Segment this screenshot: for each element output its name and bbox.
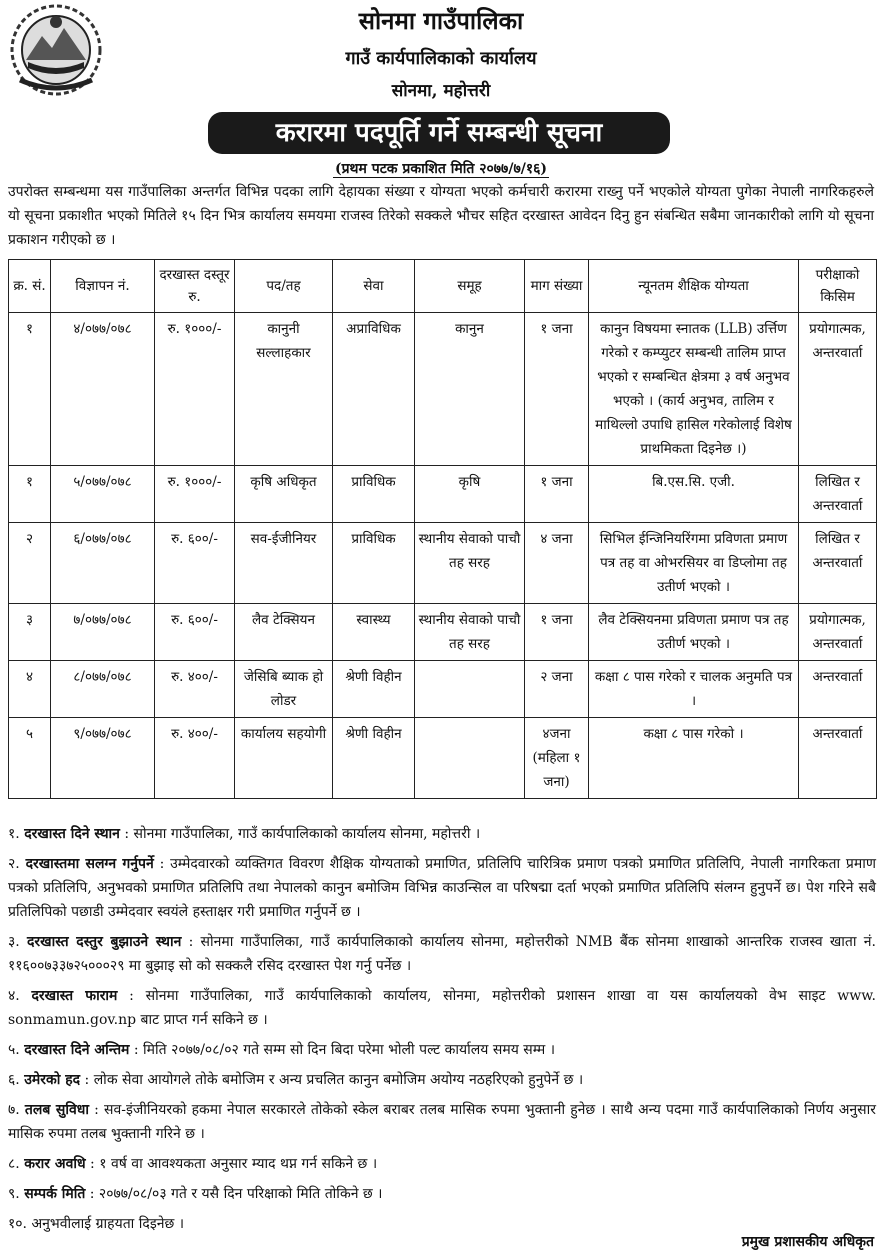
rule-label: उमेरको हद: [24, 1072, 81, 1088]
table-cell: रु. १०००/-: [155, 466, 235, 523]
signature-title: प्रमुख प्रशासकीय अधिकृत: [741, 1234, 874, 1250]
table-cell: अप्राविधिक: [333, 313, 415, 466]
table-cell: अन्तरवार्ता: [799, 718, 877, 799]
list-item: १०. अनुभवीलाई ग्राहयता दिइनेछ ।: [8, 1216, 185, 1232]
notice-banner: करारमा पदपूर्ति गर्ने सम्बन्धी सूचना: [208, 112, 670, 154]
table-cell: श्रेणी विहीन: [333, 661, 415, 718]
table-cell: कृषि अधिकृत: [235, 466, 333, 523]
rule-text: : लोक सेवा आयोगले तोके बमोजिम र अन्य प्रचलित कानुन बमोजिम अयोग्य नठहरिएको हुनुपेर्ने छ ।: [80, 1072, 584, 1088]
table-cell: कक्षा ८ पास गरेको ।: [589, 718, 799, 799]
table-row: [9, 604, 877, 661]
col-header: पद/तह: [235, 260, 333, 313]
publish-date: (प्रथम पटक प्रकाशित मिति २०७७/७/१६): [334, 161, 548, 177]
table-cell: सिभिल ईन्जिनियरिंगमा प्रविणता प्रमाण पत्र तह वा ओभरसियर वा डिप्लोमा तह उतीर्ण भएको ।: [589, 523, 799, 604]
table-cell: लैव टेक्सियन: [235, 604, 333, 661]
conditions-list: [8, 822, 876, 1242]
list-item: ५. दरखास्त दिने अन्तिम : मिति २०७७/०८/०२ गते सम्म सो दिन बिदा परेमा भोली पल्ट कार्यालय समय सम्म ।: [8, 1042, 556, 1058]
table-cell: कानुन विषयमा स्नातक (LLB) उर्त्तिण गरेको र कम्प्युटर सम्बन्धी तालिम प्राप्त भएको र सम्बन्धित क्षेत्रमा ३ वर्ष अनुभव भएको । (कार्य अनुभव, तालिम र माथिल्लो उपाधि हासिल गरेकोलाई विशेष प्राथमिकता दिइनेछ ।): [589, 313, 799, 466]
col-header: विज्ञापन नं.: [51, 260, 155, 313]
list-item: ६. उमेरको हद : लोक सेवा आयोगले तोके बमोजिम र अन्य प्रचलित कानुन बमोजिम अयोग्य नठहरिएको हुनुपेर्ने छ ।: [8, 1072, 584, 1088]
table-cell: कक्षा ८ पास गरेको र चालक अनुमति पत्र ।: [589, 661, 799, 718]
col-header: माग संख्या: [525, 260, 589, 313]
table-cell: प्राविधिक: [333, 523, 415, 604]
list-item: ८. करार अवधि : १ वर्ष वा आवश्यकता अनुसार म्याद थप्न गर्न सकिने छ ।: [8, 1156, 378, 1172]
table-cell: सव-ईजीनियर: [235, 523, 333, 604]
table-cell: ७/०७७/०७८: [51, 604, 155, 661]
table-cell: ६/०७७/०७८: [51, 523, 155, 604]
list-item: ३. दरखास्त दस्तुर बुझाउने स्थान : सोनमा गाउँपालिका, गाउँ कार्यपालिकाको कार्यालय सोनमा, महोत्तरीको NMB बैंक सोनमा शाखाको आन्तरिक राजस्व खाता नं. ११६००७३३७२५०००२९ मा बुझाइ सो को सक्कलै रसिद दरखास्त पेश गर्नु पर्नेछ ।: [8, 934, 876, 974]
table-cell: प्रयोगात्मक, अन्तरवार्ता: [799, 604, 877, 661]
table-cell: रु. ६००/-: [155, 523, 235, 604]
table-cell: ८/०७७/०७८: [51, 661, 155, 718]
table-cell: रु. ४००/-: [155, 718, 235, 799]
table-cell: ४जना (महिला १ जना): [525, 718, 589, 799]
table-cell: बि.एस.सि. एजी.: [589, 466, 799, 523]
rule-label: दरखास्त फाराम: [31, 988, 118, 1004]
list-item: ९. सम्पर्क मिति : २०७७/०८/०३ गते र यसै दिन परिक्षाको मिति तोकिने छ ।: [8, 1186, 383, 1202]
rule-text: : मिति २०७७/०८/०२ गते सम्म सो दिन बिदा परेमा भोली पल्ट कार्यालय समय सम्म ।: [129, 1042, 556, 1058]
table-cell: कानुनी सल्लाहकार: [235, 313, 333, 466]
table-cell: रु. ४००/-: [155, 661, 235, 718]
list-item: २. दरखास्तमा सलग्न गर्नुपर्ने : उम्मेदवारको व्यक्तिगत विवरण शैक्षिक योग्यताको प्रमाणित, प्रतिलिपि चारित्रिक प्रमाण पत्रको प्रमाणित प्रतिलिपि, नेपाली नागरिकता प्रमाण पत्रको प्रतिलिपि, अनुभवको प्रमाणित प्रतिलिपि तथा नेपालको कानुन बमोजिम विभिन्न काउन्सिल वा परिषद्मा दर्ता भएको प्रमाणित प्रतिलिपि संलग्न हुनुपर्ने छ। पेश गरिने सबै प्रतिलिपिको पछाडी उम्मेदवार स्वयंले हस्ताक्षर गरी प्रमाणित गर्नुपर्ने छ ।: [8, 856, 876, 920]
table-cell: अन्तरवार्ता: [799, 661, 877, 718]
table-cell: स्थानीय सेवाको पाचौ तह सरह: [415, 604, 525, 661]
table-cell: कार्यालय सहयोगी: [235, 718, 333, 799]
table-cell: ३: [9, 604, 51, 661]
rule-label: दरखास्त दिने अन्तिम: [24, 1042, 130, 1058]
rule-text: : १ वर्ष वा आवश्यकता अनुसार म्याद थप्न गर्न सकिने छ ।: [85, 1156, 378, 1172]
list-item: १. दरखास्त दिने स्थान : सोनमा गाउँपालिका, गाउँ कार्यपालिकाको कार्यालय सोनमा, महोत्तरी ।: [8, 826, 481, 842]
table-cell: १ जना: [525, 466, 589, 523]
table-cell: ९/०७७/०७८: [51, 718, 155, 799]
table-cell: ५/०७७/०७८: [51, 466, 155, 523]
rule-label: करार अवधि: [24, 1156, 86, 1172]
table-cell: २ जना: [525, 661, 589, 718]
table-cell: कानुन: [415, 313, 525, 466]
rule-text: : २०७७/०८/०३ गते र यसै दिन परिक्षाको मिति तोकिने छ ।: [85, 1186, 383, 1202]
rule-label: दरखास्त दस्तुर बुझाउने स्थान: [26, 934, 182, 950]
col-header: दरखास्त दस्तूर रु.: [155, 260, 235, 313]
rule-text: : सव-इंजीनियरको हकमा नेपाल सरकारले तोकेको स्केल बराबर तलब मासिक रुपमा भुक्तानी हुनेछ । साथै अन्य पदमा गाउँ कार्यपालिकाको निर्णय अनुसार मासिक रुपमा तलब भुक्तानी गरिने छ ।: [8, 1102, 876, 1142]
table-cell: रु. १०००/-: [155, 313, 235, 466]
table-cell: १ जना: [525, 604, 589, 661]
table-row: [9, 523, 877, 604]
rule-text: : सोनमा गाउँपालिका, गाउँ कार्यपालिकाको कार्यालय, सोनमा, महोत्तरीको प्रशासन शाखा वा यस कार्यालयको वेभ साइट www. sonmamun.gov.np बाट प्राप्त गर्न सकिने छ ।: [8, 988, 876, 1028]
rule-text: अनुभवीलाई ग्राहयता दिइनेछ ।: [31, 1216, 185, 1232]
table-cell: स्थानीय सेवाको पाचौ तह सरह: [415, 523, 525, 604]
table-cell: १: [9, 313, 51, 466]
table-cell: रु. ६००/-: [155, 604, 235, 661]
rule-label: सम्पर्क मिति: [24, 1186, 86, 1202]
table-cell: ४/०७७/०७८: [51, 313, 155, 466]
col-header: समूह: [415, 260, 525, 313]
col-header: सेवा: [333, 260, 415, 313]
table-cell: ४: [9, 661, 51, 718]
office-name: गाउँ कार्यपालिकाको कार्यालय: [345, 48, 537, 69]
col-header: न्यूनतम शैक्षिक योग्यता: [589, 260, 799, 313]
rule-label: दरखास्तमा सलग्न गर्नुपर्ने: [25, 856, 154, 872]
table-cell: कृषि: [415, 466, 525, 523]
table-cell: लिखित र अन्तरवार्ता: [799, 466, 877, 523]
table-row: [9, 661, 877, 718]
col-header: क्र. सं.: [9, 260, 51, 313]
table-cell: श्रेणी विहीन: [333, 718, 415, 799]
office-address: सोनमा, महोत्तरी: [391, 81, 491, 101]
rule-label: तलब सुविधा: [24, 1102, 90, 1118]
table-row: [9, 313, 877, 466]
table-header-row: [9, 260, 877, 313]
rule-text: : सोनमा गाउँपालिका, गाउँ कार्यपालिकाको कार्यालय सोनमा, महोत्तरी ।: [119, 826, 481, 842]
list-item: ४. दरखास्त फाराम : सोनमा गाउँपालिका, गाउँ कार्यपालिकाको कार्यालय, सोनमा, महोत्तरीको प्रशासन शाखा वा यस कार्यालयको वेभ साइट www. sonmamun.gov.np बाट प्राप्त गर्न सकिने छ ।: [8, 988, 876, 1028]
rule-text: : सोनमा गाउँपालिका, गाउँ कार्यपालिकाको कार्यालय सोनमा, महोत्तरीको NMB बैंक सोनमा शाखाको आन्तरिक राजस्व खाता नं. ११६००७३३७२५०००२९ मा बुझाइ सो को सक्कलै रसिद दरखास्त पेश गर्नु पर्नेछ ।: [8, 934, 876, 974]
list-item: ७. तलब सुविधा : सव-इंजीनियरको हकमा नेपाल सरकारले तोकेको स्केल बराबर तलब मासिक रुपमा भुक्तानी हुनेछ । साथै अन्य पदमा गाउँ कार्यपालिकाको निर्णय अनुसार मासिक रुपमा तलब भुक्तानी गरिने छ ।: [8, 1102, 876, 1142]
table-cell: स्वास्थ्य: [333, 604, 415, 661]
table-cell: २: [9, 523, 51, 604]
table-cell: [415, 661, 525, 718]
vacancy-table: [8, 259, 877, 799]
intro-paragraph: उपरोक्त सम्बन्धमा यस गाउँपालिका अन्तर्गत विभिन्न पदका लागि देहायका संख्या र योग्यता भएको कर्मचारी करारमा राख्नु पर्ने भएकोले योग्यता पुगेका नेपाली नागरिकहरुले यो सूचना प्रकाशीत भएको मितिले १५ दिन भित्र कार्यालय समयमा राजस्व तिरेको सक्कले भौचर सहित दरखास्त आवेदन दिनु हुन संबन्धित सबैमा जानकारीको लागि यो सूचना प्रकाशन गरीएको छ ।: [8, 184, 874, 248]
col-header: परीक्षाको किसिम: [799, 260, 877, 313]
table-cell: ५: [9, 718, 51, 799]
table-cell: प्राविधिक: [333, 466, 415, 523]
municipality-title: सोनमा गाउँपालिका: [358, 6, 524, 35]
table-cell: प्रयोगात्मक, अन्तरवार्ता: [799, 313, 877, 466]
table-cell: १: [9, 466, 51, 523]
rule-text: : उम्मेदवारको व्यक्तिगत विवरण शैक्षिक योग्यताको प्रमाणित, प्रतिलिपि चारित्रिक प्रमाण पत्रको प्रमाणित प्रतिलिपि, नेपाली नागरिकता प्रमाण पत्रको प्रतिलिपि, अनुभवको प्रमाणित प्रतिलिपि तथा नेपालको कानुन बमोजिम विभिन्न काउन्सिल वा परिषद्मा दर्ता भएको प्रमाणित प्रतिलिपि संलग्न हुनुपर्ने छ। पेश गरिने सबै प्रतिलिपिको पछाडी उम्मेदवार स्वयंले हस्ताक्षर गरी प्रमाणित गर्नुपर्ने छ ।: [8, 856, 876, 920]
rule-label: दरखास्त दिने स्थान: [24, 826, 120, 842]
table-cell: ४ जना: [525, 523, 589, 604]
table-row: [9, 718, 877, 799]
table-cell: जेसिबि ब्याक हो लोडर: [235, 661, 333, 718]
table-row: [9, 466, 877, 523]
table-cell: लैव टेक्सियनमा प्रविणता प्रमाण पत्र तह उतीर्ण भएको ।: [589, 604, 799, 661]
table-cell: [415, 718, 525, 799]
table-cell: १ जना: [525, 313, 589, 466]
table-cell: लिखित र अन्तरवार्ता: [799, 523, 877, 604]
